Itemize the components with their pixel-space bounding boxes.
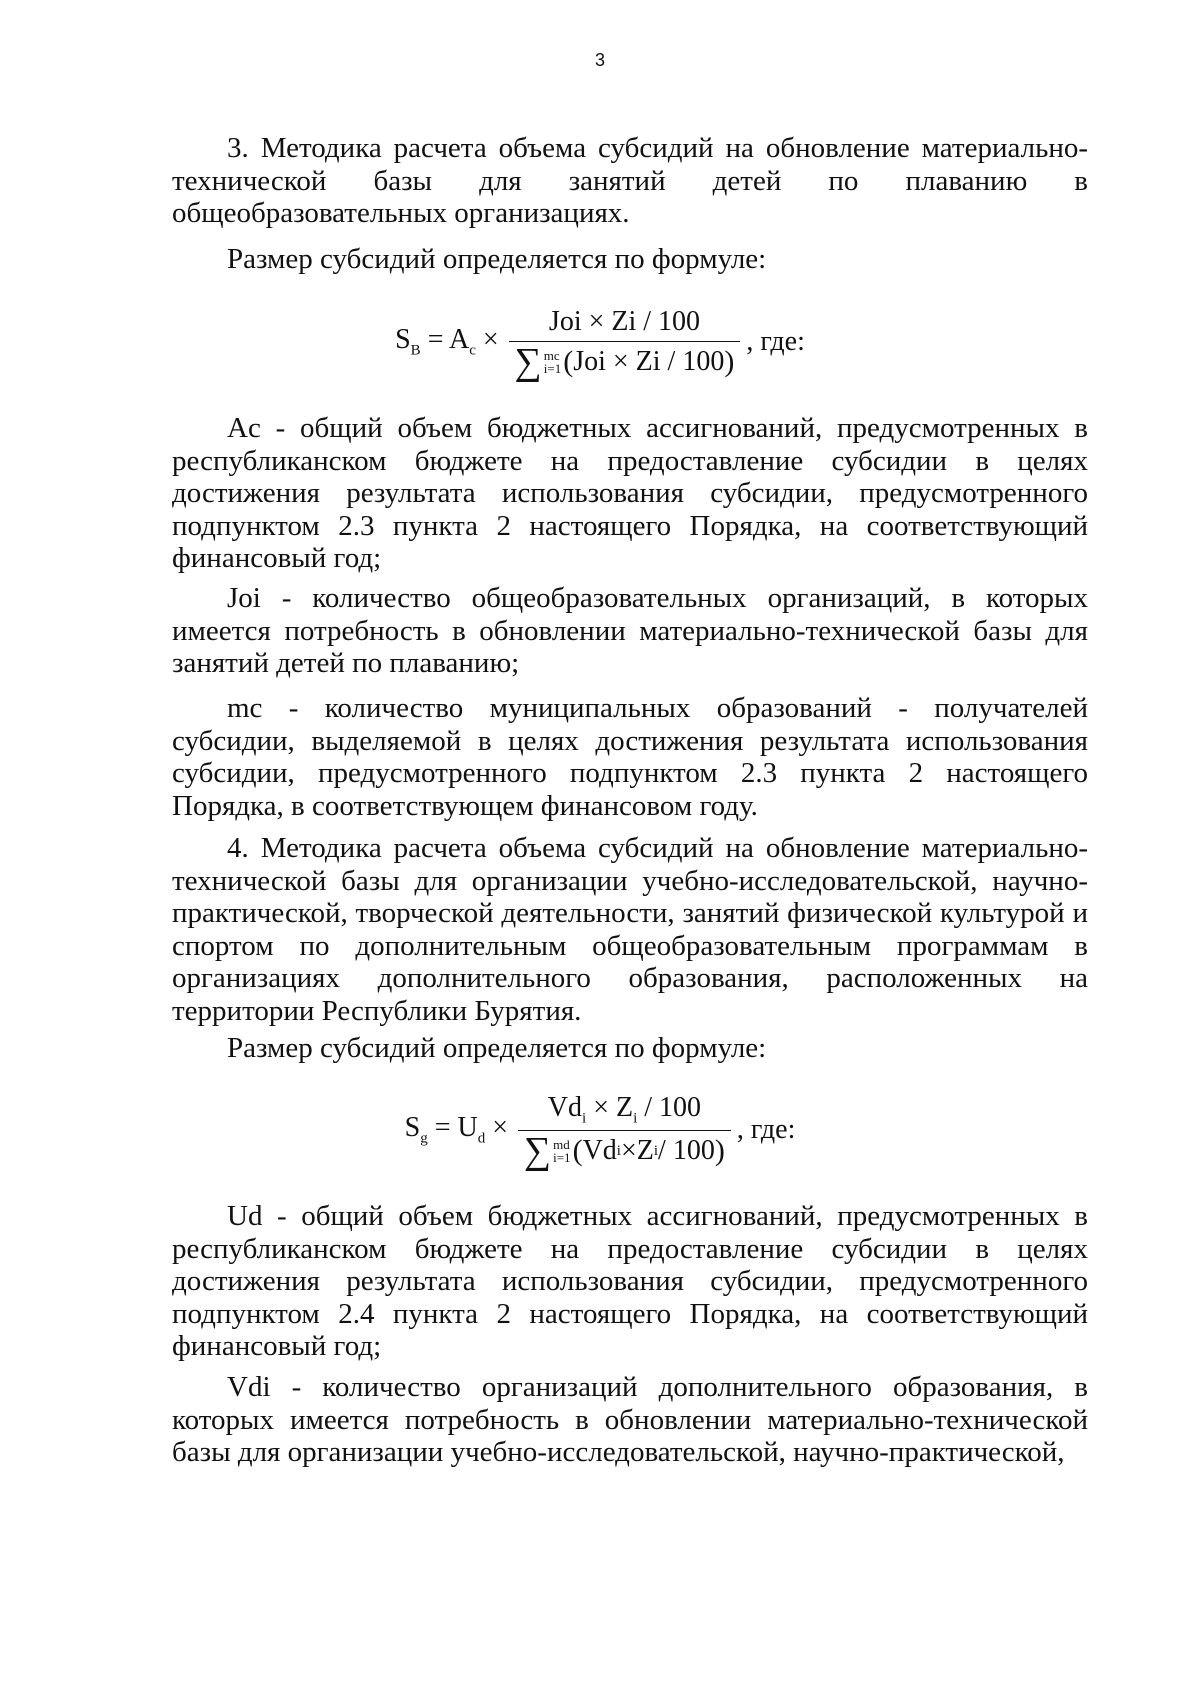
denominator-times: × (620, 1135, 637, 1167)
definition-ac: Ac - общий объем бюджетных ассигнований, предусмотренных в республиканском бюджете на предоставление субсидии в целях достижения результата использования субсидии, предусмотренного подпунктом 2.3 пункта 2 настоящего Порядка, на соответствующий финансовый год; (172, 412, 1088, 574)
sum-sign: ∑ (524, 1130, 552, 1173)
numerator-z: Z (615, 1091, 634, 1123)
sum-sign: ∑ (514, 340, 542, 383)
close-paren: ) (714, 1134, 725, 1168)
denominator-z-sub: i (653, 1142, 659, 1159)
denominator-tail: / 100 (658, 1135, 715, 1167)
formula-equals: = (434, 1112, 451, 1144)
formula-numerator (540, 1092, 709, 1131)
section-4-formula (0, 1088, 1200, 1172)
denominator-vd: Vd (582, 1135, 617, 1167)
formula-times: × (492, 1112, 509, 1144)
denominator-body: Joi × Zi / 100 (573, 345, 725, 377)
formula-numerator: Joi × Zi / 100 (548, 305, 701, 337)
formula-times: × (482, 324, 499, 356)
formula-denominator (509, 340, 741, 383)
open-paren: ( (563, 344, 574, 378)
formula-tail: , где: (736, 1114, 796, 1145)
sum-limits (553, 1138, 570, 1164)
denominator-z: Z (636, 1135, 654, 1167)
formula-var-s: S (395, 324, 411, 356)
formula-tail: , где: (746, 326, 805, 357)
section-3-formula-intro: Размер субсидий определяется по формуле: (227, 243, 767, 275)
sum-lower-limit: i=1 (543, 360, 562, 376)
numerator-tail: / 100 (644, 1091, 702, 1123)
close-paren: ) (724, 344, 735, 378)
formula-sub-b: B (410, 342, 421, 359)
sum-limits (544, 349, 561, 375)
formula-var-a: A (448, 324, 470, 356)
formula-denominator (518, 1130, 731, 1173)
section-3-formula (0, 300, 1200, 384)
section-4-formula-intro: Размер субсидий определяется по формуле: (227, 1032, 767, 1064)
formula-sub-g: g (420, 1130, 428, 1147)
numerator-vd: Vd (547, 1091, 583, 1123)
formula-var-u: U (457, 1112, 478, 1144)
definition-ud: Ud - общий объем бюджетных ассигнований, предусмотренных в республиканском бюджете на предоставление субсидии в целях достижения результата использования субсидии, предусмотренного подпунктом 2.4 пункта 2 настоящего Порядка, на соответствующий финансовый год; (172, 1200, 1088, 1362)
sum-upper-limit: mc (543, 347, 560, 363)
formula-equals: = (427, 324, 444, 356)
sum-lower-limit: i=1 (553, 1150, 571, 1166)
formula-fraction (509, 305, 741, 383)
formula-lhs (395, 324, 499, 360)
numerator-vd-sub: i (582, 1110, 587, 1127)
section-4-heading: 4. Методика расчета объема субсидий на обновление материально-технической базы для организации учебно-исследовательской, научно-практической, творческой деятельности, занятий физической культурой и спортом по дополнительным общеобразовательным программам в организациях дополнительного образования, расположенных на территории Республики Бурятия. (172, 832, 1088, 1027)
definition-mc: mc - количество муниципальных образований - получателей субсидии, выделяемой в целях достижения результата использования субсидии, предусмотренного подпунктом 2.3 пункта 2 настоящего Порядка, в соответствующем финансовом году. (172, 692, 1088, 822)
formula-lhs (405, 1112, 508, 1148)
numerator-z-sub: i (633, 1110, 638, 1127)
formula-fraction (518, 1091, 731, 1173)
sum-upper-limit: md (553, 1137, 570, 1153)
page-number: 3 (594, 50, 605, 70)
formula-var-s: S (404, 1112, 421, 1144)
numerator-times: × (593, 1091, 609, 1123)
open-paren: ( (572, 1134, 583, 1168)
formula-sub-d: d (477, 1130, 486, 1147)
formula-sub-c: c (469, 342, 476, 359)
definition-vdi: Vdi - количество организаций дополнительного образования, в которых имеется потребность в обновлении материально-технической базы для организации учебно-исследовательской, научно-практической, (172, 1371, 1088, 1468)
definition-joi: Joi - количество общеобразовательных организаций, в которых имеется потребность в обновлении материально-технической базы для занятий детей по плаванию; (172, 582, 1088, 679)
section-3-heading: 3. Методика расчета объема субсидий на обновление материально-технической базы для занятий детей по плаванию в общеобразовательных организациях. (172, 132, 1088, 229)
denominator-vd-sub: i (616, 1142, 621, 1159)
